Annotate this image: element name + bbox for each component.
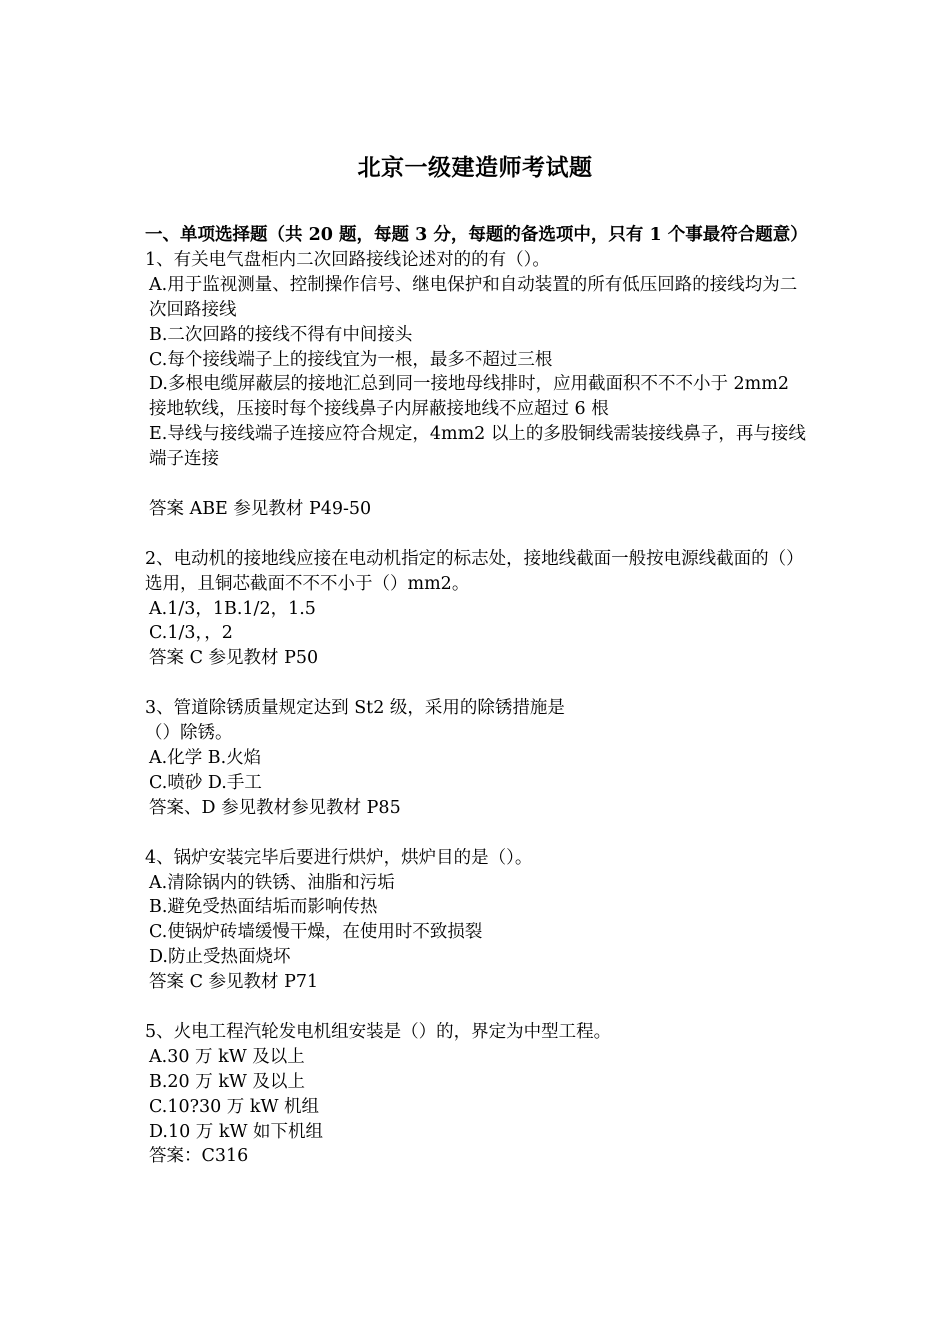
document-title: 北京一级建造师考试题 — [357, 154, 593, 181]
spacer — [145, 472, 810, 497]
spacer — [145, 995, 810, 1020]
question-1 — [145, 248, 810, 522]
question-5 — [145, 1020, 810, 1169]
option-a: A.用于监视测量、控制操作信号、继电保护和自动装置的所有低压回路的接线均为二次回路接线 — [149, 274, 798, 320]
option-d: D.10 万 kW 如下机组 — [149, 1121, 324, 1142]
option-c: C.使锅炉砖墙缓慢干燥，在使用时不致损裂 — [149, 922, 483, 943]
option-c: C.喷砂 D.手工 — [149, 772, 262, 793]
question-stem: 2、电动机的接地线应接在电动机指定的标志处，接地线截面一般按电源线截面的（）选用，且铜芯截面不不不小于（）mm2。 — [145, 548, 804, 594]
question-stem: 1、有关电气盘柜内二次回路接线论述对的的有（）。 — [145, 249, 550, 270]
answer-line: 答案：C316 — [149, 1146, 249, 1167]
option-a: A.1/3，1B.1/2，1.5 — [149, 598, 316, 619]
option-c: C.每个接线端子上的接线宜为一根，最多不超过三根 — [149, 349, 553, 370]
option-c: C.10?30 万 kW 机组 — [149, 1096, 320, 1117]
question-stem-continued: （）除锈。 — [145, 723, 233, 744]
question-4 — [145, 846, 810, 995]
option-b: B.避免受热面结垢而影响传热 — [149, 897, 378, 918]
spacer — [145, 522, 810, 547]
option-a: A.化学 B.火焰 — [149, 747, 262, 768]
option-b: B.二次回路的接线不得有中间接头 — [149, 324, 413, 345]
answer-line: 答案、D 参见教材参见教材 P85 — [149, 797, 401, 818]
option-d: D.防止受热面烧坏 — [149, 947, 291, 968]
option-d: D.多根电缆屏蔽层的接地汇总到同一接地母线排时，应用截面积不不不小于 2mm2 接地软线，压接时每个接线鼻子内屏蔽接地线不应超过 6 根 — [149, 374, 789, 420]
document-body — [145, 223, 810, 1169]
question-2 — [145, 547, 810, 672]
question-stem: 4、锅炉安装完毕后要进行烘炉，烘炉目的是（）。 — [145, 847, 533, 868]
question-3 — [145, 696, 810, 821]
spacer — [145, 671, 810, 696]
question-stem: 3、管道除锈质量规定达到 St2 级，采用的除锈措施是 — [145, 698, 565, 719]
spacer — [145, 821, 810, 846]
option-a: A.30 万 kW 及以上 — [149, 1046, 305, 1067]
option-c: C.1/3，，2 — [149, 623, 233, 644]
answer-line: 答案 C 参见教材 P71 — [149, 972, 319, 993]
option-a: A.清除锅内的铁锈、油脂和污垢 — [149, 872, 395, 893]
answer-line: 答案 C 参见教材 P50 — [149, 648, 319, 669]
section-heading: 一、单项选择题（共 20 题，每题 3 分，每题的备选项中，只有 1 个事最符合题意） — [145, 225, 808, 245]
question-stem: 5、火电工程汽轮发电机组安装是（）的，界定为中型工程。 — [145, 1021, 612, 1042]
option-e: E.导线与接线端子连接应符合规定，4mm2 以上的多股铜线需装接线鼻子，再与接线端子连接 — [149, 424, 806, 470]
answer-line: 答案 ABE 参见教材 P49-50 — [149, 498, 372, 519]
option-b: B.20 万 kW 及以上 — [149, 1071, 305, 1092]
